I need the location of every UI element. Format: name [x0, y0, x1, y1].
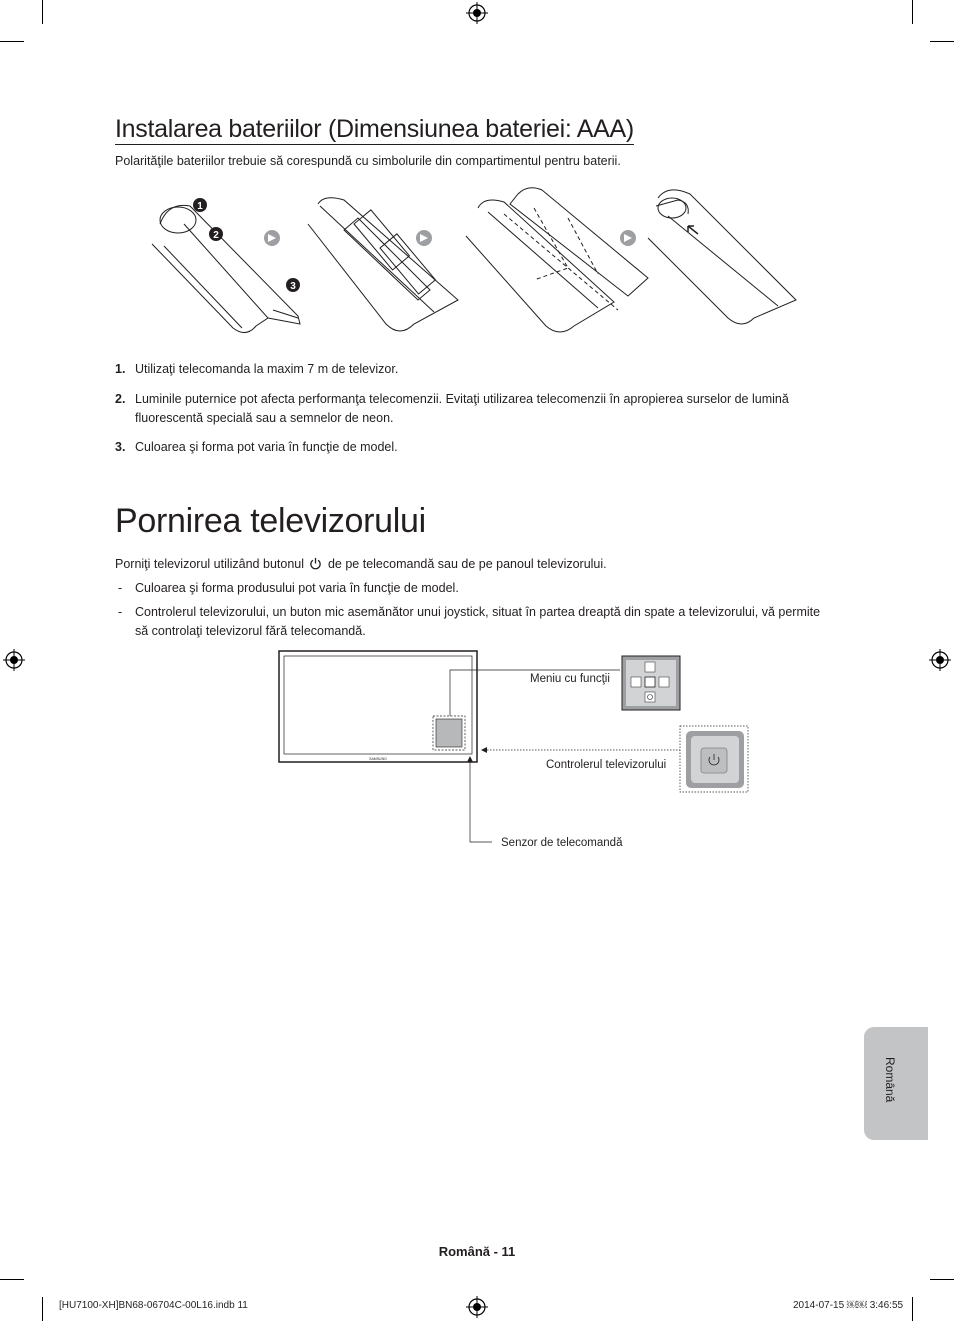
step-badge-3: [286, 278, 300, 292]
print-datetime: 2014-07-15 ￼￼ 3:46:55: [793, 1300, 904, 1311]
registration-mark-icon: [466, 1296, 488, 1318]
remote-step-1: [152, 205, 300, 332]
controller-label: Controlerul televizorului: [546, 759, 667, 771]
menu-label: Meniu cu funcţii: [530, 673, 610, 685]
step-badge-2: [209, 227, 223, 241]
tv-controller-joystick-icon: [680, 726, 748, 792]
registration-mark-icon: [3, 649, 25, 671]
power-section-title: Pornirea televizorului: [115, 502, 426, 540]
tv-controller-diagram: [278, 650, 750, 850]
tv-brand-logo: SAMSUNG: [369, 757, 387, 761]
svg-text:3: 3: [290, 281, 296, 292]
battery-section-title: Instalarea bateriilor (Dimensiunea bateriei: AAA): [115, 115, 634, 143]
remote-step-2: [308, 198, 458, 331]
crop-mark: [42, 1297, 43, 1321]
crop-mark: [912, 1297, 913, 1321]
crop-mark: [930, 41, 954, 42]
svg-text:2: 2: [213, 230, 219, 241]
arrow-right-icon: [416, 230, 432, 246]
bullet-item: - Controlerul televizorului, un buton mic asemănător unui joystick, situat în partea dreaptă din spate a televizorului, vă permite să controlaţi televizorul fără telecomandă.: [118, 605, 821, 638]
crop-mark: [42, 0, 43, 24]
crop-mark: [0, 41, 24, 42]
svg-text:1: 1: [197, 201, 203, 212]
registration-mark-icon: [929, 649, 951, 671]
push-arrow-icon: [688, 226, 698, 234]
battery-intro: Polarităţile bateriilor trebuie să corespundă cu simbolurile din compartimentul pentru baterii.: [115, 154, 621, 168]
print-file-info: [HU7100-XH]BN68-06704C-00L16.indb 11: [59, 1300, 248, 1311]
function-menu-icon: [622, 656, 680, 710]
note-item: 3. Culoarea şi forma pot varia în funcţie de model.: [115, 440, 398, 454]
registration-mark-icon: [466, 2, 488, 24]
battery-installation-illustration: [148, 178, 808, 338]
crop-mark: [912, 0, 913, 24]
note-item: 2. Luminile puternice pot afecta performanţa telecomenzii. Evitaţi utilizarea telecomenzii în apropierea surselor de lumină fluorescentă specială sau a semnelor de neon.: [115, 392, 789, 425]
remote-step-3: [466, 188, 648, 332]
sensor-label: Senzor de telecomandă: [501, 837, 623, 849]
crop-mark: [930, 1279, 954, 1280]
remote-step-4: [648, 190, 796, 324]
page-number: Română - 11: [438, 1244, 516, 1259]
note-item: 1. Utilizaţi telecomanda la maxim 7 m de televizor.: [115, 362, 399, 376]
language-tab: Română: [864, 1027, 928, 1140]
arrow-right-icon: [620, 230, 636, 246]
crop-mark: [0, 1279, 24, 1280]
power-icon: [309, 557, 322, 570]
bullet-item: - Culoarea şi forma produsului pot varia în funcţie de model.: [118, 581, 459, 595]
arrow-right-icon: [264, 230, 280, 246]
power-intro: Porniţi televizorul utilizând butonul de pe telecomandă sau de pe panoul televizorului.: [115, 557, 607, 571]
step-badge-1: [193, 198, 207, 212]
